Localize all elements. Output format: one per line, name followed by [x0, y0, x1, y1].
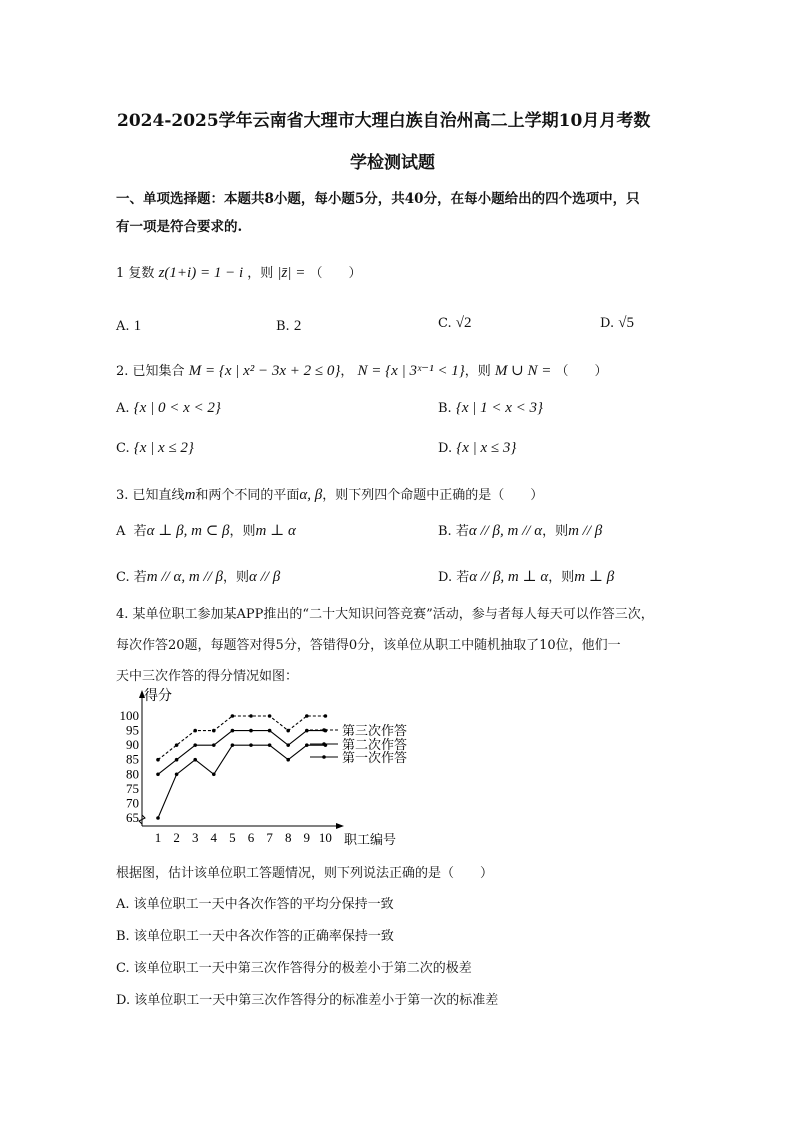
y-tick-label: 75: [126, 780, 139, 796]
q1-option-a[interactable]: A. 1: [116, 318, 142, 334]
data-point: [268, 714, 272, 718]
q3-option-d[interactable]: D. 若α // β, m ⊥ α，则m ⊥ β: [438, 569, 615, 585]
data-point: [249, 729, 253, 733]
data-point: [249, 743, 253, 747]
q4-line1: 4. 某单位职工参加某APP推出的“二十大知识问答竞赛”活动，参与者每人每天可以作答三次，: [116, 607, 654, 622]
data-point: [286, 729, 290, 733]
q4-option-d[interactable]: D. 该单位职工一天中第三次作答得分的标准差小于第一次的标准差: [116, 993, 499, 1008]
q1-expression2: |z̄| =: [277, 265, 306, 281]
data-point: [175, 772, 179, 776]
data-point: [324, 714, 328, 718]
q1-paren: （ ）: [309, 266, 362, 281]
x-tick-label: 10: [318, 830, 332, 845]
data-point: [305, 743, 309, 747]
q4-line2: 每次作答20题，每题答对得5分，答错得0分，该单位从职工中随机抽取了10位，他们一: [116, 638, 621, 653]
data-point: [212, 743, 216, 747]
data-point: [175, 743, 179, 747]
q2-paren: （ ）: [555, 364, 608, 379]
page-title-line2: 学检测试题: [350, 153, 435, 173]
q2-prefix: 已知集合: [132, 364, 185, 379]
data-point: [193, 758, 197, 762]
q1-expression: z(1+i) = 1 − i: [158, 265, 244, 281]
data-point: [212, 729, 216, 733]
data-point: [249, 714, 253, 718]
x-tick-label: 5: [229, 830, 236, 845]
x-axis-arrow: [336, 823, 344, 829]
x-tick-label: 9: [303, 830, 311, 845]
score-line-chart: [112, 686, 412, 856]
data-point: [231, 729, 235, 733]
q4-line3: 天中三次作答的得分情况如图：: [116, 669, 299, 684]
q4-option-a[interactable]: A. 该单位职工一天中各次作答的平均分保持一致: [116, 897, 394, 912]
data-point: [268, 743, 272, 747]
legend-marker: [322, 742, 326, 746]
data-point: [175, 758, 179, 762]
y-tick-label: 65: [126, 810, 139, 825]
y-axis-label: 得分: [144, 689, 172, 704]
q2-union: M ∪ N =: [494, 363, 552, 379]
q2-option-a[interactable]: A. {x | 0 < x < 2}: [116, 400, 221, 416]
q2-option-d[interactable]: D. {x | x ≤ 3}: [438, 440, 517, 456]
data-point: [212, 772, 216, 776]
page-title-line1: 2024-2025学年云南省大理市大理白族自治州高二上学期10月月考数: [117, 111, 651, 131]
legend-label: 第二次作答: [342, 737, 408, 752]
q4-option-b[interactable]: B. 该单位职工一天中各次作答的正确率保持一致: [116, 929, 394, 944]
data-point: [286, 743, 290, 747]
x-tick-label: 8: [284, 830, 292, 845]
data-point: [156, 772, 160, 776]
x-tick-label: 1: [154, 830, 162, 845]
section-heading-line1: 一、单项选择题：本题共8小题，每小题5分，共40分，在每小题给出的四个选项中，只: [116, 191, 640, 207]
series-line-1: [158, 716, 325, 760]
y-tick-label: 100: [119, 708, 139, 723]
x-tick-label: 4: [210, 830, 218, 845]
q3-option-c[interactable]: C. 若m // α, m // β，则α // β: [116, 569, 281, 585]
x-axis-label: 职工编号: [344, 832, 397, 847]
series-line-2: [158, 731, 325, 775]
q1-prefix: 复数: [128, 266, 155, 281]
data-point: [193, 729, 197, 733]
chart-svg: [112, 686, 412, 856]
x-tick-label: 2: [173, 830, 180, 845]
q3-option-a[interactable]: A 若α ⊥ β, m ⊂ β，则m ⊥ α: [116, 523, 296, 539]
y-tick-label: 95: [126, 722, 139, 738]
legend-marker: [322, 755, 326, 759]
q1-option-c[interactable]: C. √2: [438, 315, 472, 331]
legend-marker: [322, 728, 326, 732]
series-line-3: [158, 745, 325, 818]
y-tick-label: 90: [126, 737, 139, 753]
x-tick-label: 3: [191, 830, 199, 845]
q1-option-d[interactable]: D. √5: [600, 315, 634, 331]
q4-after: 根据图，估计该单位职工答题情况，则下列说法正确的是（ ）: [116, 866, 494, 881]
legend-label: 第三次作答: [342, 723, 408, 738]
data-point: [231, 714, 235, 718]
x-tick-label: 6: [247, 830, 255, 845]
q2-option-b[interactable]: B. {x | 1 < x < 3}: [438, 400, 544, 416]
data-point: [305, 714, 309, 718]
q1-mid: ，则: [247, 266, 274, 281]
y-tick-label: 80: [126, 766, 139, 782]
data-point: [156, 758, 160, 762]
x-tick-label: 7: [266, 830, 273, 845]
q3-option-b[interactable]: B. 若α // β, m // α，则m // β: [438, 523, 603, 539]
q2-option-c[interactable]: C. {x | x ≤ 2}: [116, 440, 194, 456]
y-tick-label: 70: [126, 795, 139, 811]
q2-number: 2.: [116, 364, 129, 379]
data-point: [286, 758, 290, 762]
y-tick-label: 85: [126, 751, 139, 767]
q2-set-n: N = {x | 3ˣ⁻¹ < 1}: [357, 363, 465, 379]
data-point: [156, 816, 160, 820]
q1-option-b[interactable]: B. 2: [276, 318, 302, 334]
data-point: [193, 743, 197, 747]
q1-number: 1: [116, 266, 125, 281]
q4-option-c[interactable]: C. 该单位职工一天中第三次作答得分的极差小于第二次的极差: [116, 961, 472, 976]
data-point: [231, 743, 235, 747]
q3-stem: 3. 已知直线m和两个不同的平面α, β，则下列四个命题中正确的是（ ）: [116, 487, 544, 503]
data-point: [268, 729, 272, 733]
q2-set-m: M = {x | x² − 3x + 2 ≤ 0}: [188, 363, 341, 379]
data-point: [305, 729, 309, 733]
legend-label: 第一次作答: [342, 750, 408, 765]
q1-stem: [116, 262, 362, 282]
section-heading-line2: 有一项是符合要求的.: [116, 219, 243, 235]
q2-stem: 2. 已知集合 M = {x | x² − 3x + 2 ≤ 0}， N = {x | 3ˣ⁻¹ < 1}，则 M ∪ N = （ ）: [116, 363, 608, 379]
